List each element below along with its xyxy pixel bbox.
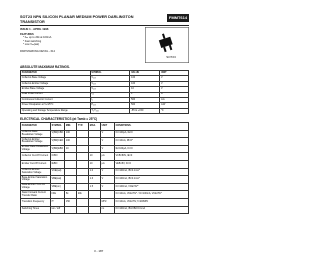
cell-max (88, 191, 100, 199)
package-panel (145, 27, 189, 63)
cell-symbol: V(BR)EBO (50, 145, 64, 153)
cell-symbol: VBE(on) (50, 183, 64, 191)
col-header: UNIT (160, 71, 189, 76)
cell-max (88, 138, 100, 146)
cell-value: 100 (130, 76, 160, 81)
cell-symbol: V₁₂₃ (90, 81, 130, 86)
col-header: PARAMETER (21, 71, 91, 76)
cell-min: 5k (65, 191, 77, 199)
cell-min (65, 160, 77, 168)
cell-unit: MHz (100, 198, 114, 206)
cell-conditions: IC=100mA, IB1=IB2=0.1mA (114, 206, 188, 214)
cell-parameter: Collector-Emitter Breakdown Voltage (21, 138, 51, 146)
cell-parameter: Transition Frequency (21, 198, 51, 206)
col-header: TYP. (77, 123, 89, 131)
features-block (20, 28, 115, 54)
cell-symbol: V(BR)CBO (50, 130, 64, 138)
cell-max (88, 130, 100, 138)
cell-parameter: Operating and Storage Temperature Range (21, 108, 91, 113)
cell-conditions: IC=100mA, IB=0.1mA* (114, 176, 188, 184)
cell-typ (77, 183, 89, 191)
cell-value: 100 (130, 81, 160, 86)
abs-max-title: ABSOLUTE MAXIMUM RATINGS. (20, 65, 70, 69)
table-row (21, 138, 189, 146)
abs-max-table (20, 70, 189, 114)
cell-conditions: IC=100mA, VCE=5V* (114, 183, 188, 191)
table-row (21, 198, 189, 206)
cell-parameter: Collector-Base Voltage (21, 76, 91, 81)
table-row (21, 145, 189, 153)
cell-unit: V (100, 138, 114, 146)
cell-conditions: IC=10mA, IB=0* (114, 138, 188, 146)
col-header: VALUE (130, 71, 160, 76)
cell-unit: °C (160, 108, 189, 113)
table-row (21, 160, 189, 168)
cell-symbol: V₁₂₃ (90, 76, 130, 81)
cell-unit: V (100, 168, 114, 176)
cell-parameter: Base-Emitter Turn-On Voltage (21, 183, 51, 191)
cell-min: 100 (65, 138, 77, 146)
issue-line: ISSUE 1 - APRIL 1996 (20, 27, 49, 31)
cell-typ (77, 160, 89, 168)
cell-max (88, 145, 100, 153)
cell-typ (77, 176, 89, 184)
cell-unit: V (160, 76, 189, 81)
cell-symbol: I₁ (90, 97, 130, 102)
cell-value: 500 (130, 103, 160, 108)
electrical-table (20, 122, 189, 214)
cell-max: 10 (88, 160, 100, 168)
feature-text: Fast switching (24, 39, 42, 43)
col-header: SYMBOL (90, 71, 130, 76)
cell-typ (77, 168, 89, 176)
cell-conditions: IC=10mA, VCE=5V* / IC=100mA, VCE=5V* (114, 191, 188, 199)
cell-unit: V (100, 183, 114, 191)
cell-conditions: VEB=8V, IC=0 (114, 160, 188, 168)
table-row (21, 176, 189, 184)
cell-value: -55 to +150 (130, 108, 160, 113)
cell-unit: µA (100, 160, 114, 168)
cell-min (65, 168, 77, 176)
cell-parameter: Power Dissipation at Tₐ=25°C (21, 103, 91, 108)
page-title: SOT23 NPN SILICON PLANAR MEDIUM POWER DARLINGTON TRANSISTOR (20, 15, 134, 24)
package-label: SOT23 (166, 55, 176, 59)
cell-parameter: Base-Emitter Saturation Voltage (21, 176, 51, 184)
cell-conditions: VCB=80V, IE=0 (114, 153, 188, 161)
feature-item: * Low Vₑₑ(sat) (23, 43, 40, 47)
cell-unit: ns (100, 206, 114, 214)
cell-value: 10 (130, 87, 160, 92)
cell-unit: V (100, 176, 114, 184)
cell-max: 1.6 (88, 176, 100, 184)
cell-symbol: I₁₂ (90, 92, 130, 97)
feature-item: * Fast switching (23, 39, 42, 43)
table-row (21, 191, 189, 199)
cell-typ: 20k (77, 191, 89, 199)
cell-parameter: Emitter-Base Voltage (21, 87, 91, 92)
cell-symbol: ton / toff (50, 206, 64, 214)
cell-parameter: Continuous Collector Current (21, 97, 91, 102)
cell-unit: V (160, 81, 189, 86)
cell-symbol: VCE(sat) (50, 168, 64, 176)
cell-conditions: IC=100µA, IE=0 (114, 130, 188, 138)
cell-parameter: Static Forward Current Transfer Ratio (21, 191, 51, 199)
cell-max (88, 198, 100, 206)
cell-symbol: hFE (50, 191, 64, 199)
cell-symbol: T₁:T₂₃₄ (90, 108, 130, 113)
cell-parameter: Collector-Emitter Saturation Voltage (21, 168, 51, 176)
header-divider (20, 25, 189, 26)
cell-symbol: ICBO (50, 153, 64, 161)
cell-typ (77, 153, 89, 161)
col-header: SYMBOL (50, 123, 64, 131)
cell-conditions: IE=100µA, IC=0 (114, 145, 188, 153)
col-header: CONDITIONS. (114, 123, 188, 131)
cell-parameter: Peak Pulse Current (21, 92, 91, 97)
cell-parameter: Collector Cut-Off Current (21, 153, 51, 161)
cell-typ (77, 198, 89, 206)
table-row (21, 183, 189, 191)
partmarking-detail: PARTMARKING DETAIL - 614 (20, 49, 55, 53)
table-header-row (21, 123, 189, 131)
cell-parameter: Emitter-Base Breakdown Voltage (21, 145, 51, 153)
cell-parameter: Switching Times (21, 206, 51, 214)
cell-symbol: V(BR)CEO (50, 138, 64, 146)
cell-symbol: VBE(sat) (50, 176, 64, 184)
cell-parameter: Collector-Base Breakdown Voltage (21, 130, 51, 138)
col-header: PARAMETER (21, 123, 51, 131)
cell-min: 150 (65, 198, 77, 206)
cell-conditions: IC=10mA, VCE=5V, f=100MHz (114, 198, 188, 206)
cell-unit: V (100, 145, 114, 153)
cell-unit (100, 191, 114, 199)
feature-text: Low Vₑₑ(sat) (24, 43, 40, 47)
table-row (21, 153, 189, 161)
col-header: MIN. (65, 123, 77, 131)
table-row (21, 206, 189, 214)
cell-min: 100 (65, 130, 77, 138)
cell-max: 10 (88, 153, 100, 161)
cell-min (65, 153, 77, 161)
cell-symbol: P₁₂₃ (90, 103, 130, 108)
cell-min: 10 (65, 145, 77, 153)
page-number: 3 - 187 (94, 249, 104, 253)
feature-text: hₑₑ up to 20k at 100mA (24, 36, 52, 40)
electrical-title: ELECTRICAL CHARACTERISTICS (at Tamb = 25°C) (20, 117, 98, 121)
sot23-package-icon (157, 32, 174, 53)
cell-unit: A (160, 92, 189, 97)
cell-min (65, 183, 77, 191)
cell-typ (77, 206, 89, 214)
table-row (21, 130, 189, 138)
col-header: MAX. (88, 123, 100, 131)
cell-value: 500 (130, 97, 160, 102)
cell-value: 1 (130, 92, 160, 97)
cell-min (65, 176, 77, 184)
cell-typ (77, 130, 89, 138)
cell-unit: mA (160, 97, 189, 102)
cell-parameter: Collector-Emitter Voltage (21, 81, 91, 86)
table-row (21, 108, 189, 113)
cell-min (65, 206, 77, 214)
table-row (21, 168, 189, 176)
part-number-badge: FMMT614 (168, 15, 188, 20)
cell-conditions: IC=100mA, IB=0.1mA* (114, 168, 188, 176)
cell-max (88, 206, 100, 214)
cell-symbol: IEBO (50, 160, 64, 168)
feature-item: * hₑₑ up to 20k at 100mA (23, 36, 52, 40)
cell-unit: µA (100, 153, 114, 161)
cell-unit: V (160, 87, 189, 92)
cell-max: 1.0 (88, 168, 100, 176)
col-header: UNIT (100, 123, 114, 131)
cell-typ (77, 138, 89, 146)
cell-symbol: fT (50, 198, 64, 206)
cell-unit: V (100, 130, 114, 138)
cell-unit: mW (160, 103, 189, 108)
cell-symbol: V₁₂₃ (90, 87, 130, 92)
cell-max: 1.5 (88, 183, 100, 191)
features-heading: FEATURES (20, 32, 34, 36)
cell-typ (77, 145, 89, 153)
cell-parameter: Emitter Cut-Off Current (21, 160, 51, 168)
